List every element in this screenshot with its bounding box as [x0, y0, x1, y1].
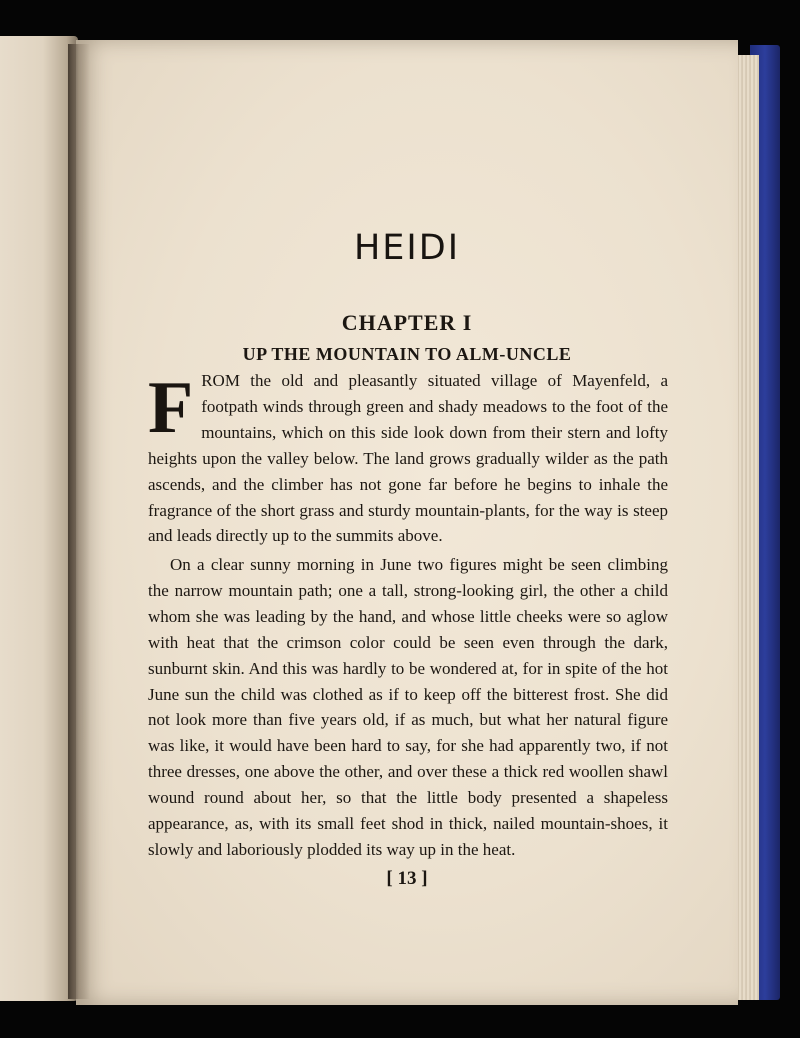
chapter-number: CHAPTER I — [341, 310, 473, 335]
second-paragraph — [148, 552, 668, 863]
paragraph-2-text: On a clear sunny morning in June two figures might be seen climbing the narrow mountain path; one a tall, strong-looking girl, the other a child whom she was leading by the hand, and whose little cheeks were so aglow with heat that the crimson color could be seen even through the dark, sunburnt skin. And this was hardly to be wondered at, for in spite of the hot June sun the child was clothed as if to keep off the bitterest frost. She did not look more than five years old, if as much, but what her natural figure was like, it would have been hard to say, for she had apparently two, if not three dresses, one above the other, and over these a thick red woollen shawl wound round about her, so that the little body presented a shapeless appearance, as, with its small feet shod in thick, nailed mountain-shoes, it slowly and laboriously plodded its way up in the heat. — [148, 555, 668, 859]
book-title: HEIDI — [353, 228, 461, 268]
chapter-title: UP THE MOUNTAIN TO ALM-UNCLE — [242, 344, 572, 364]
paragraph-1-text: ROM the old and pleasantly situated village of Mayenfeld, a footpath winds through green and shady meadows to the foot of the mountains, which on this side look down from their stern and lofty heights upon the valley below. The land grows gradually wilder as the path ascends, and the climber has not gone far before he begins to inhale the fragrance of the short grass and sturdy mountain-plants, for the way is steep and leads directly up to the summits above. — [148, 371, 668, 546]
page-block-edge — [735, 55, 759, 1000]
left-page-edge — [0, 36, 78, 1001]
page-number: [ 13 ] — [386, 868, 428, 889]
opening-paragraph — [148, 368, 668, 549]
gutter-shadow — [68, 44, 90, 999]
drop-cap: F — [148, 367, 194, 449]
book-page — [76, 40, 738, 1005]
